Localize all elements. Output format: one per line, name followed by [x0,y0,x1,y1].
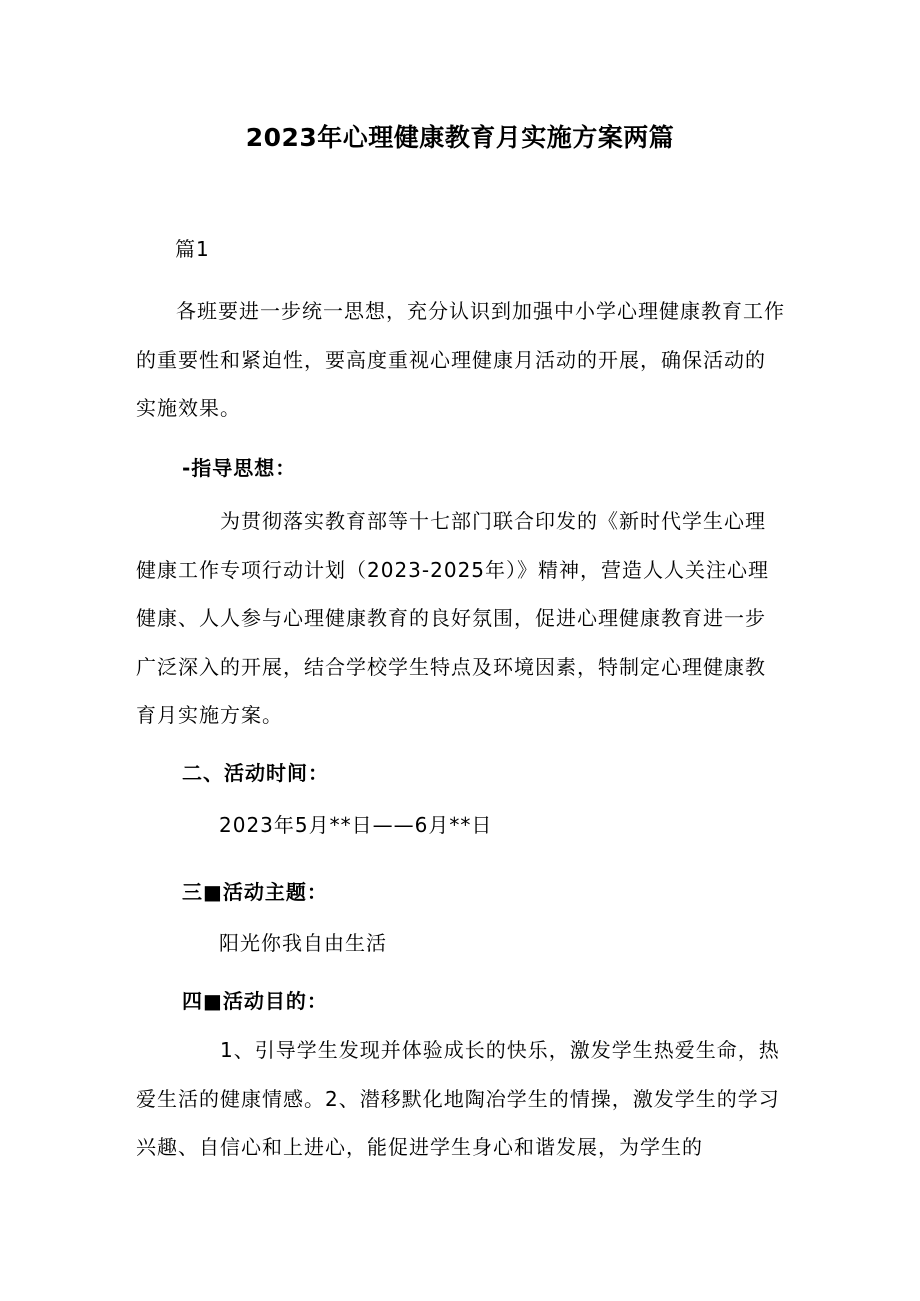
document-title: 2023年心理健康教育月实施方案两篇 [245,123,675,152]
section-heading-guiding-ideology: -指导思想： [182,456,297,480]
intro-paragraph: 各班要进一步统一思想，充分认识到加强中小学心理健康教育工作的重要性和紧迫性，要高度重视心理健康月活动的开展，确保活动的实施效果。 [136,299,785,420]
section-heading-activity-time: 二、活动时间： [182,761,329,785]
section-body-activity-purpose: 1、引导学生发现并体验成长的快乐，激发学生热爱生命，热爱生活的健康情感。2、潜移默化地陶冶学生的情操，激发学生的学习兴趣、自信心和上进心，能促进学生身心和谐发展，为学生的 [136,1038,780,1159]
section-heading-activity-purpose: 四■活动目的： [182,989,328,1013]
section-heading-activity-theme: 三■活动主题： [182,880,328,904]
section-body-activity-time: 2023年5月**日——6月**日 [219,813,493,837]
section-body-activity-theme: 阳光你我自由生活 [219,931,387,955]
section-body-guiding-ideology: 为贯彻落实教育部等十七部门联合印发的《新时代学生心理健康工作专项行动计划（2023-2025年）》精神，营造人人关注心理健康、人人参与心理健康教育的良好氛围，促进心理健康教育进一步广泛深入的开展，结合学校学生特点及环境因素，特制定心理健康教育月实施方案。 [136,509,770,727]
part-label: 篇1 [175,237,210,261]
